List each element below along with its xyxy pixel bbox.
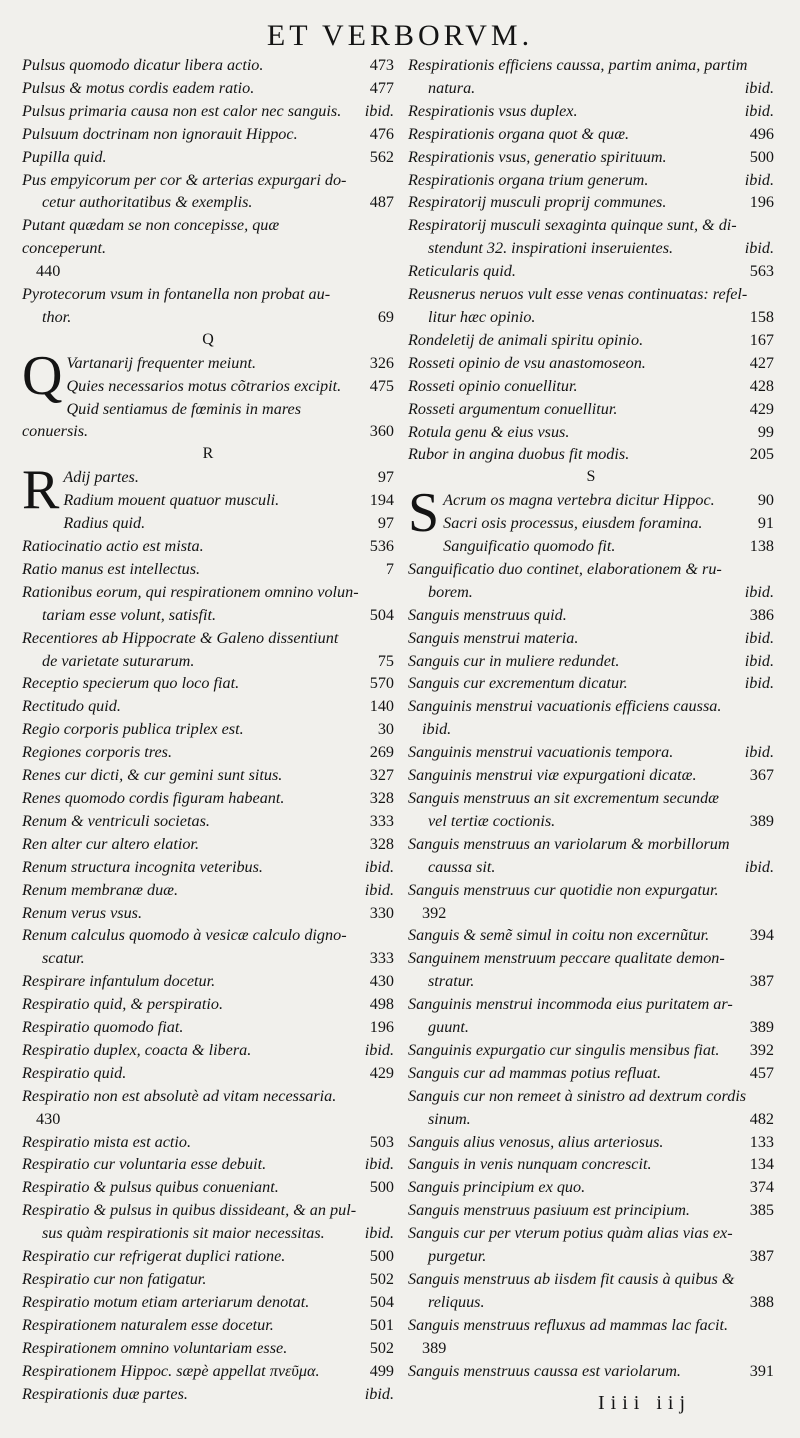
index-entry xyxy=(408,604,774,627)
page-reference: 430 xyxy=(369,972,394,991)
index-entry xyxy=(22,879,394,902)
page-reference: ibid. xyxy=(364,880,394,899)
entry-text: Sanguis in venis nunquam concrescit. xyxy=(408,1155,652,1174)
index-entry xyxy=(22,123,394,146)
page-reference: 428 xyxy=(749,376,774,395)
entry-text: Regio corporis publica triplex est. xyxy=(22,720,244,739)
index-entry xyxy=(22,398,394,444)
page-reference: 504 xyxy=(369,1292,394,1311)
index-entry xyxy=(22,1245,394,1268)
index-entry xyxy=(408,191,774,214)
entry-text: Sanguis menstruus caussa est variolarum. xyxy=(408,1361,681,1380)
index-entry xyxy=(408,1314,774,1360)
entry-text: Rotula genu & eius vsus. xyxy=(408,422,570,441)
entry-text: Respiratorij musculi sexaginta quinque sunt, & di- xyxy=(408,216,737,235)
section-letter: S xyxy=(586,468,596,486)
page-reference: ibid. xyxy=(744,101,774,120)
index-entry xyxy=(408,398,774,421)
index-entry xyxy=(22,993,394,1016)
entry-text: Sanguis menstruus ab iisdem fit causis à quibus & xyxy=(408,1270,735,1289)
entry-text: Sanguinis menstrui vacuationis efficiens caussa. xyxy=(408,697,722,716)
page-reference: 502 xyxy=(369,1338,394,1357)
page-reference: 387 xyxy=(749,1247,774,1266)
entry-text: Respirationis vsus, generatio spirituum. xyxy=(408,147,667,166)
entry-text: Pulsus quomodo dicatur libera actio. xyxy=(22,56,264,74)
entry-text: Sanguificatio duo continet, elaborationem & ru- xyxy=(408,559,722,578)
entry-text: Sanguis menstruus pasiuum est principium. xyxy=(408,1201,690,1220)
index-entry xyxy=(22,54,394,77)
entry-text: Sanguinis expurgatio cur singulis mensibus fiat. xyxy=(408,1040,720,1059)
index-entry xyxy=(22,169,394,215)
entry-text: Ratio manus est intellectus. xyxy=(22,559,201,578)
index-entry xyxy=(22,558,394,581)
index-entry xyxy=(22,1360,394,1383)
entry-continuation: stendunt 32. inspirationi inseruientes. xyxy=(428,239,674,258)
index-entry xyxy=(22,146,394,169)
entry-text: Sanguis menstruus cur quotidie non expurgatur. xyxy=(408,880,719,899)
page-reference: 388 xyxy=(749,1292,774,1311)
index-entry xyxy=(408,146,774,169)
entry-text: Respirationis organa trium generum. xyxy=(408,170,649,189)
drop-cap: Q xyxy=(22,344,63,407)
index-entry xyxy=(22,100,394,123)
index-entry xyxy=(22,375,394,398)
entry-continuation: scatur. xyxy=(42,949,85,968)
index-entry xyxy=(408,833,774,879)
page-reference: ibid. xyxy=(422,720,452,739)
entry-text: Respirationem omnino voluntariam esse. xyxy=(22,1338,288,1357)
entry-text: Respiratorij musculi proprij communes. xyxy=(408,193,667,212)
page-reference: 499 xyxy=(369,1361,394,1380)
entry-text: Renum & ventriculi societas. xyxy=(22,811,210,830)
entry-text: Respirationis vsus duplex. xyxy=(408,101,578,120)
index-entry xyxy=(408,1153,774,1176)
index-entry xyxy=(22,902,394,925)
page-reference: ibid. xyxy=(744,628,774,647)
entry-continuation: thor. xyxy=(42,307,72,326)
page-reference: 326 xyxy=(369,353,394,372)
page-reference: 99 xyxy=(757,422,774,441)
index-entry xyxy=(22,1314,394,1337)
index-entry xyxy=(22,1062,394,1085)
page-reference: 392 xyxy=(749,1040,774,1059)
entry-text: Sanguis menstrui materia. xyxy=(408,628,579,647)
entry-text: Sanguis menstruus an variolarum & morbillorum xyxy=(408,834,730,853)
index-entry xyxy=(22,672,394,695)
page-reference: 536 xyxy=(369,537,394,555)
entry-text: Sanguinem menstruum peccare qualitate demon- xyxy=(408,949,725,968)
entry-continuation: borem. xyxy=(428,582,473,601)
entry-text: Rubor in angina duobus fit modis. xyxy=(408,445,630,464)
index-entry xyxy=(408,1062,774,1085)
page-reference: 167 xyxy=(749,330,774,349)
entry-text: Pulsus & motus cordis eadem ratio. xyxy=(22,78,255,97)
entry-text: Pulsuum doctrinam non ignorauit Hippoc. xyxy=(22,124,298,143)
index-entry xyxy=(22,1383,394,1406)
entry-text: Respirationis duæ partes. xyxy=(22,1384,188,1403)
page-reference: 482 xyxy=(749,1109,774,1128)
entry-text: Pus empyicorum per cor & arterias expurgari do- xyxy=(22,170,347,189)
entry-text: Ratiocinatio actio est mista. xyxy=(22,537,204,555)
index-entry xyxy=(408,879,774,925)
page-reference: ibid. xyxy=(744,857,774,876)
page-reference: 385 xyxy=(749,1201,774,1220)
index-entry xyxy=(408,1268,774,1314)
page-reference: 133 xyxy=(749,1132,774,1151)
entry-text: Renum membranæ duæ. xyxy=(22,880,179,899)
page-reference: 333 xyxy=(369,949,394,968)
index-entry xyxy=(22,718,394,741)
page-reference: 389 xyxy=(749,811,774,830)
entry-text: Sacri osis processus, eiusdem foramina. xyxy=(443,514,703,533)
entry-text: Sanguinis menstrui viæ expurgationi dicatæ. xyxy=(408,766,697,785)
entry-text: Sanguis menstruus refluxus ad mammas lac facit. xyxy=(408,1315,728,1334)
page-reference: 97 xyxy=(377,514,394,533)
index-entry xyxy=(22,581,394,627)
drop-cap: R xyxy=(22,459,60,522)
entry-text: Renes cur dicti, & cur gemini sunt situs. xyxy=(22,766,283,785)
entry-text: Respirare infantulum docetur. xyxy=(22,972,216,991)
entry-text: Renes quomodo cordis figuram habeant. xyxy=(22,788,285,807)
entry-text: Respiratio mista est actio. xyxy=(22,1132,192,1151)
index-entry xyxy=(408,1131,774,1154)
entry-text: Pulsus primaria causa non est calor nec sanguis. xyxy=(22,101,342,120)
page-reference: 457 xyxy=(749,1063,774,1082)
index-entry xyxy=(408,741,774,764)
entry-continuation: guunt. xyxy=(428,1018,469,1037)
index-entry xyxy=(408,627,774,650)
entry-text: Reticularis quid. xyxy=(408,262,516,281)
index-entry xyxy=(22,1176,394,1199)
index-entry xyxy=(408,54,774,100)
entry-text: Respiratio cur non fatigatur. xyxy=(22,1270,207,1288)
index-entry xyxy=(22,214,394,283)
index-entry xyxy=(408,352,774,375)
page-reference: 487 xyxy=(369,193,394,212)
index-entry xyxy=(22,1039,394,1062)
entry-continuation: tariam esse volunt, satisfit. xyxy=(42,605,217,624)
entry-continuation: litur hæc opinio. xyxy=(428,307,536,326)
page-reference: 196 xyxy=(369,1018,394,1037)
entry-text: Rosseti opinio conuellitur. xyxy=(408,376,578,395)
left-index-column xyxy=(22,54,394,1405)
entry-continuation: reliquus. xyxy=(428,1292,485,1311)
index-entry xyxy=(408,1176,774,1199)
entry-text: Respirationem naturalem esse docetur. xyxy=(22,1315,274,1334)
entry-text: Pyrotecorum vsum in fontanella non probat au- xyxy=(22,285,331,304)
entry-text: Reusnerus neruos vult esse venas continuatas: refel- xyxy=(408,285,748,304)
section-letter: R xyxy=(202,445,214,463)
entry-text: Sanguis menstruus quid. xyxy=(408,605,567,624)
right-index-column xyxy=(408,54,774,1383)
page-reference: 196 xyxy=(749,193,774,212)
entry-text: Respiratio duplex, coacta & libera. xyxy=(22,1040,252,1059)
index-entry xyxy=(22,1337,394,1360)
entry-text: Sanguis & semẽ simul in coitu non excernũtur. xyxy=(408,926,710,945)
page-reference: 429 xyxy=(749,399,774,418)
index-entry xyxy=(408,1085,774,1131)
page-reference: ibid. xyxy=(744,582,774,601)
page-reference: 328 xyxy=(369,788,394,807)
index-entry xyxy=(22,1199,394,1245)
index-entry xyxy=(408,214,774,260)
page-reference: ibid. xyxy=(364,1040,394,1059)
page-reference: 501 xyxy=(369,1315,394,1334)
index-entry xyxy=(22,810,394,833)
signature-mark: Iiii iij xyxy=(598,1392,691,1414)
entry-continuation: sus quàm respirationis sit maior necessitas. xyxy=(42,1224,325,1243)
page-reference: ibid. xyxy=(744,239,774,258)
page-reference: 503 xyxy=(369,1132,394,1151)
page-reference: 138 xyxy=(749,537,774,556)
page-reference: 97 xyxy=(377,468,394,487)
page-reference: 563 xyxy=(749,262,774,281)
page-reference: 504 xyxy=(369,605,394,624)
entry-continuation: stratur. xyxy=(428,972,475,991)
entry-continuation: sinum. xyxy=(428,1109,471,1128)
index-entry xyxy=(408,1222,774,1268)
entry-text: Sanguis cur per vterum potius quàm alias vias ex- xyxy=(408,1224,733,1243)
page-reference: 477 xyxy=(369,78,394,97)
page-reference: 374 xyxy=(749,1178,774,1197)
page-reference: 387 xyxy=(749,972,774,991)
page-reference: 562 xyxy=(369,147,394,166)
entry-text: Ren alter cur altero elatior. xyxy=(22,834,199,853)
entry-text: Respiratio quomodo fiat. xyxy=(22,1018,184,1037)
index-entry xyxy=(22,764,394,787)
page-reference: 392 xyxy=(422,903,447,922)
entry-text: Rondeletij de animali spiritu opinio. xyxy=(408,330,644,349)
entry-text: Sanguis menstruus an sit excrementum secundæ xyxy=(408,788,719,807)
page-reference: 389 xyxy=(422,1338,447,1357)
page-reference: 205 xyxy=(749,445,774,464)
entry-text: Respiratio & pulsus quibus conueniant. xyxy=(22,1178,279,1197)
index-entry xyxy=(22,627,394,673)
page-reference: 69 xyxy=(377,307,394,326)
entry-text: Sanguis cur non remeet à sinistro ad dextrum cordis xyxy=(408,1086,747,1105)
page-reference: 386 xyxy=(749,605,774,624)
entry-text: Vartanarij frequenter meiunt. xyxy=(66,353,257,372)
entry-text: Sanguis alius venosus, alius arteriosus. xyxy=(408,1132,664,1151)
page-reference: 440 xyxy=(36,262,61,281)
entry-text: Radium mouent quatuor musculi. xyxy=(63,491,280,510)
page-reference: ibid. xyxy=(744,170,774,189)
index-entry xyxy=(22,695,394,718)
page-reference: 75 xyxy=(377,651,394,670)
drop-cap: S xyxy=(408,482,440,545)
entry-text: Rationibus eorum, qui respirationem omnino volun- xyxy=(22,582,359,601)
index-entry xyxy=(22,1291,394,1314)
index-entry xyxy=(408,421,774,444)
index-entry xyxy=(408,787,774,833)
entry-text: Renum verus vsus. xyxy=(22,903,143,922)
entry-text: Respiratio quid. xyxy=(22,1063,127,1082)
entry-text: Acrum os magna vertebra dicitur Hippoc. xyxy=(443,491,715,510)
entry-text: Rectitudo quid. xyxy=(22,697,121,716)
page-reference: 500 xyxy=(749,147,774,166)
index-entry xyxy=(408,260,774,283)
entry-text: Adij partes. xyxy=(63,468,139,487)
entry-text: Sanguis cur in muliere redundet. xyxy=(408,651,620,670)
entry-text: Respiratio quid, & perspiratio. xyxy=(22,995,224,1014)
entry-text: Respiratio cur refrigerat duplici ratione. xyxy=(22,1247,286,1266)
index-entry xyxy=(408,672,774,695)
entry-text: Radius quid. xyxy=(63,514,146,533)
index-entry xyxy=(22,833,394,856)
page-reference: 194 xyxy=(369,491,394,510)
entry-text: Respirationem Hippoc. sæpè appellat πνεῦμα. xyxy=(22,1361,320,1380)
page-reference: 570 xyxy=(369,674,394,693)
page-reference: 500 xyxy=(369,1178,394,1197)
entry-text: Regiones corporis tres. xyxy=(22,743,173,762)
entry-text: Rosseti argumentum conuellitur. xyxy=(408,399,618,418)
index-entry xyxy=(408,283,774,329)
index-entry xyxy=(408,764,774,787)
entry-continuation: natura. xyxy=(428,78,476,97)
page-reference: 367 xyxy=(749,766,774,785)
page-reference: 475 xyxy=(369,376,394,395)
index-entry xyxy=(22,489,394,512)
entry-text: Sanguificatio quomodo fit. xyxy=(443,537,616,556)
page-reference: ibid. xyxy=(744,743,774,762)
index-entry xyxy=(408,1199,774,1222)
section-letter: Q xyxy=(202,330,214,348)
entry-text: Respirationis efficiens caussa, partim anima, partim xyxy=(408,56,748,74)
index-entry xyxy=(22,1268,394,1291)
entry-continuation: vel tertiæ coctionis. xyxy=(428,811,556,830)
page-reference: 269 xyxy=(369,743,394,762)
entry-text: Rosseti opinio de vsu anastomoseon. xyxy=(408,353,646,372)
index-entry xyxy=(408,512,774,535)
entry-continuation: cetur authoritatibus & exemplis. xyxy=(42,193,253,212)
index-entry xyxy=(408,123,774,146)
index-entry xyxy=(408,443,774,466)
index-entry xyxy=(408,169,774,192)
entry-text: Renum calculus quomodo à vesicæ calculo digno- xyxy=(22,926,347,945)
index-entry xyxy=(22,1153,394,1176)
index-entry xyxy=(22,535,394,558)
entry-text: Respirationis organa quot & quæ. xyxy=(408,124,630,143)
entry-text: Recentiores ab Hippocrate & Galeno dissentiunt xyxy=(22,628,339,647)
index-entry xyxy=(22,787,394,810)
entry-text: Renum structura incognita veteribus. xyxy=(22,857,263,876)
entry-text: Quies necessarios motus cõtrarios excipit. xyxy=(66,376,342,395)
page-reference: 360 xyxy=(369,422,394,441)
page-reference: 473 xyxy=(369,56,394,74)
page-reference: ibid. xyxy=(744,674,774,693)
index-entry xyxy=(22,512,394,535)
index-entry xyxy=(408,695,774,741)
page-reference: 502 xyxy=(369,1270,394,1288)
entry-text: Putant quædam se non concepisse, quæ conceperunt. xyxy=(22,216,280,258)
entry-continuation: caussa sit. xyxy=(428,857,496,876)
index-entry xyxy=(408,100,774,123)
entry-text: Receptio specierum quo loco fiat. xyxy=(22,674,240,693)
page-reference: 496 xyxy=(749,124,774,143)
entry-text: Sanguinis menstrui vacuationis tempora. xyxy=(408,743,674,762)
index-entry xyxy=(408,924,774,947)
entry-text: Respiratio non est absolutè ad vitam necessaria. xyxy=(22,1086,337,1105)
index-entry xyxy=(22,283,394,329)
page-reference: 500 xyxy=(369,1247,394,1266)
page-reference: ibid. xyxy=(364,1155,394,1174)
page-reference: 327 xyxy=(369,766,394,785)
entry-text: Sanguinis menstrui incommoda eius puritatem ar- xyxy=(408,995,733,1014)
index-entry xyxy=(22,77,394,100)
page-reference: 134 xyxy=(749,1155,774,1174)
index-entry xyxy=(22,924,394,970)
entry-text: Respiratio cur voluntaria esse debuit. xyxy=(22,1155,267,1174)
page-reference: ibid. xyxy=(744,651,774,670)
page-reference: 330 xyxy=(369,903,394,922)
index-entry xyxy=(408,1039,774,1062)
page-reference: ibid. xyxy=(364,101,394,120)
page-reference: ibid. xyxy=(364,1384,394,1403)
index-entry xyxy=(22,856,394,879)
entry-text: Sanguis principium ex quo. xyxy=(408,1178,586,1197)
page-reference: 158 xyxy=(749,307,774,326)
page-reference: 7 xyxy=(385,559,394,578)
index-entry xyxy=(408,375,774,398)
index-entry xyxy=(408,535,774,558)
index-entry xyxy=(22,1085,394,1131)
entry-continuation: purgetur. xyxy=(428,1247,487,1266)
entry-continuation: de varietate suturarum. xyxy=(42,651,195,670)
index-entry xyxy=(22,1016,394,1039)
page-reference: 498 xyxy=(369,995,394,1014)
entry-text: Respiratio & pulsus in quibus dissideant, & an pul- xyxy=(22,1201,357,1220)
page-reference: ibid. xyxy=(364,1224,394,1243)
page-reference: 140 xyxy=(369,697,394,716)
index-entry xyxy=(408,1360,774,1383)
page-reference: 333 xyxy=(369,811,394,830)
page-reference: 430 xyxy=(36,1109,61,1128)
index-entry xyxy=(408,947,774,993)
index-entry xyxy=(22,970,394,993)
page-reference: 91 xyxy=(757,514,774,533)
page-reference: ibid. xyxy=(364,857,394,876)
entry-text: Quid sentiamus de fœminis in mares conuersis. xyxy=(22,399,302,441)
page-title: ET VERBORVM. xyxy=(266,19,534,52)
entry-text: Respiratio motum etiam arteriarum denotat. xyxy=(22,1292,310,1311)
page-reference: 476 xyxy=(369,124,394,143)
entry-text: Pupilla quid. xyxy=(22,147,107,166)
page-reference: 394 xyxy=(749,926,774,945)
page-reference: 427 xyxy=(749,353,774,372)
index-entry xyxy=(408,329,774,352)
page-reference: 391 xyxy=(749,1361,774,1380)
page-reference: 328 xyxy=(369,834,394,853)
page-reference: 429 xyxy=(369,1063,394,1082)
index-entry xyxy=(408,558,774,604)
index-entry xyxy=(22,1131,394,1154)
page-reference: 90 xyxy=(757,491,774,510)
page-reference: 30 xyxy=(377,720,394,739)
page-reference: 389 xyxy=(749,1018,774,1037)
entry-text: Sanguis cur excrementum dicatur. xyxy=(408,674,628,693)
page-reference: ibid. xyxy=(744,78,774,97)
index-entry xyxy=(408,650,774,673)
index-entry xyxy=(408,993,774,1039)
entry-text: Sanguis cur ad mammas potius refluat. xyxy=(408,1063,662,1082)
index-entry xyxy=(22,741,394,764)
